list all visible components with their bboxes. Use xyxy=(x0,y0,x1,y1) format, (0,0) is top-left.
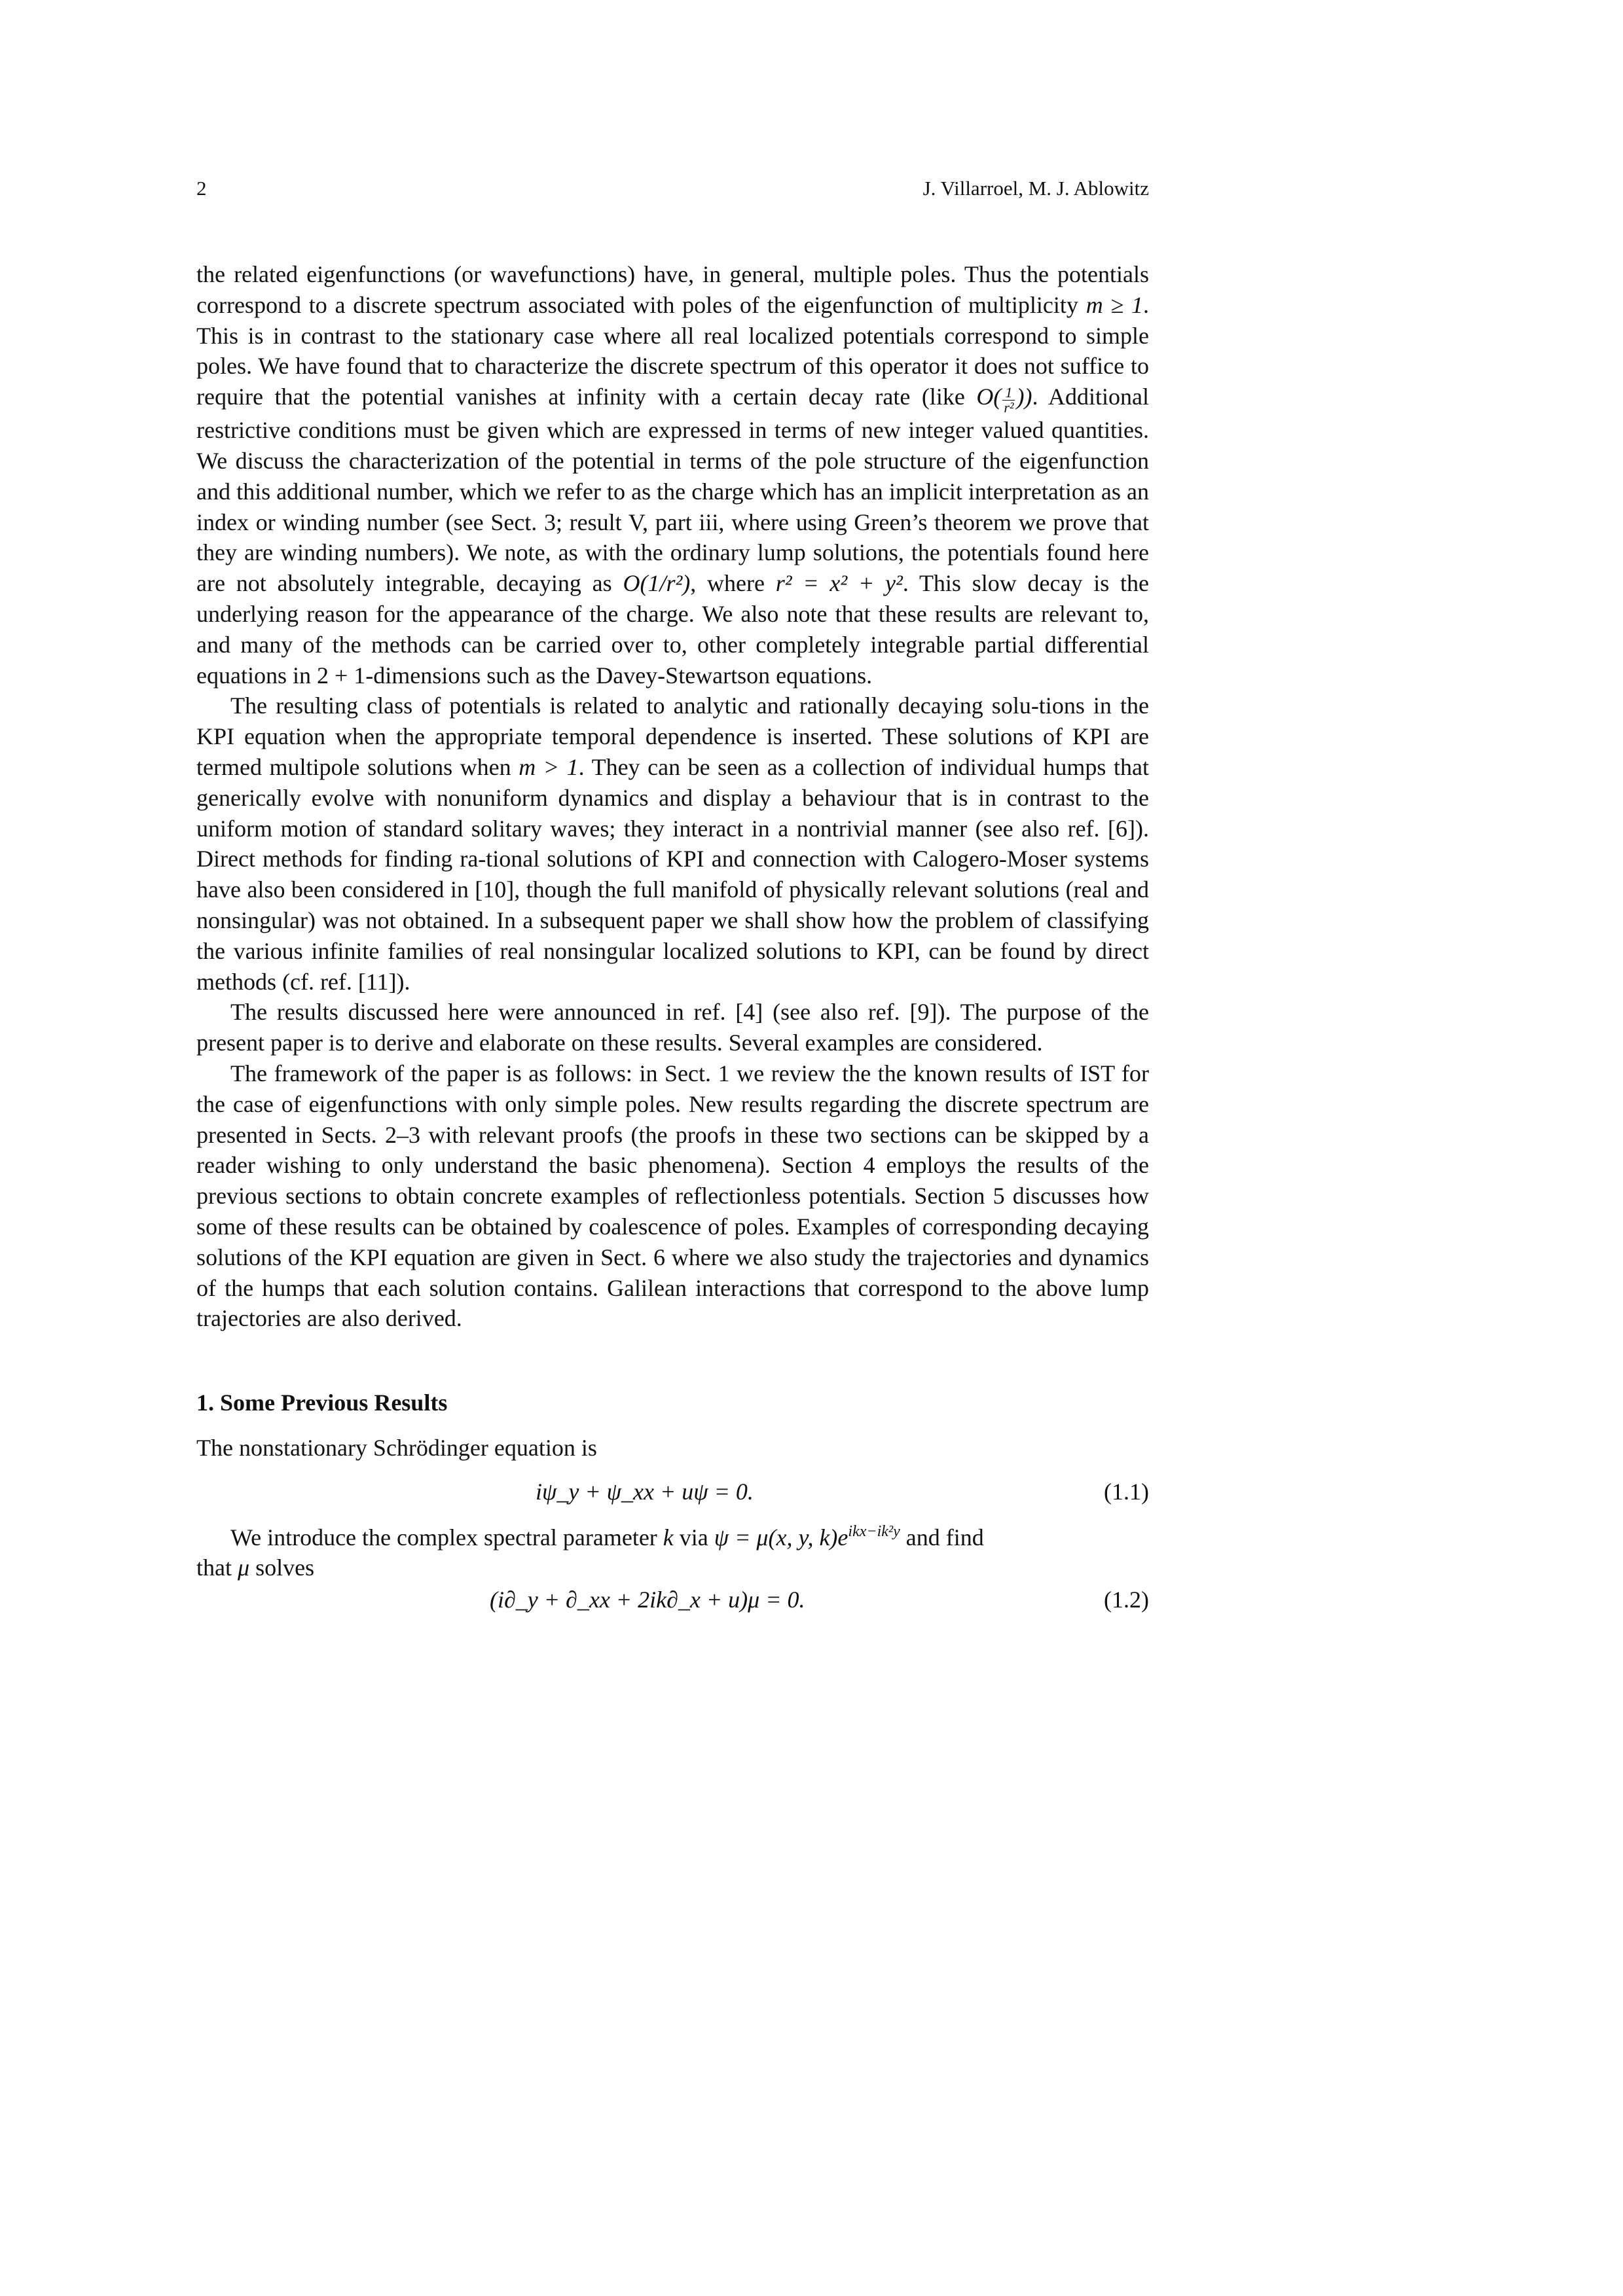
paragraph-3: The results discussed here were announced in ref. [4] (see also ref. [9]). The purpose of the present paper is to derive and elaborate on these results. Several examples are considered. xyxy=(196,999,1149,1056)
section-heading: 1. Some Previous Results xyxy=(196,1390,448,1416)
intro2-text-e: solves xyxy=(249,1554,315,1581)
math-mu: μ xyxy=(237,1554,250,1581)
fraction-one-over-r2 xyxy=(1002,386,1015,415)
p1-text-a: the related eigenfunctions (or wavefunctions) have, in general, multiple poles. Thus the potentials correspond to a discrete spectrum associated with poles of the eigenfunction of multiplicity xyxy=(196,261,1149,318)
equation-1-2 xyxy=(196,1583,1149,1616)
equation-1-2-expression: (i∂_y + ∂_xx + 2ik∂_x + u)μ = 0. xyxy=(490,1587,805,1613)
spectral-parameter-paragraph xyxy=(196,1522,1149,1584)
fraction-denominator: r² xyxy=(1004,399,1014,416)
math-decay-O: O( xyxy=(976,384,1002,410)
intro2-text-b: via xyxy=(673,1524,714,1551)
p1-text-e: . This slow decay is the underlying reason for the appearance of the charge. We also note that these results are relevant to, and many of the methods can be carried over to, other completely integrable partial differential equations in 2 + 1-dimensions such as the Davey-Stewartson equations. xyxy=(196,570,1149,689)
spectral-line-1 xyxy=(196,1522,1149,1553)
intro2-text-c: and find xyxy=(900,1524,984,1551)
running-head-authors: J. Villarroel, M. J. Ablowitz xyxy=(922,177,1149,200)
math-psi-definition: ψ = μ(x, y, k)e xyxy=(714,1524,848,1551)
equation-1-1 xyxy=(196,1475,1149,1508)
p2-text-a: The resulting class of potentials is related to analytic and rationally decaying solu-tions in the KPI equation when the appropriate temporal dependence is inserted. These solutions of KPI are termed multipole solutions when xyxy=(196,692,1149,780)
math-decay-1-over-r2: O(1/r²) xyxy=(623,570,691,597)
math-decay-close: )) xyxy=(1016,384,1032,410)
page xyxy=(196,175,1149,1616)
equation-1-1-label: (1.1) xyxy=(1104,1478,1149,1505)
math-r-definition: r² = x² + y² xyxy=(775,570,903,597)
section-intro: The nonstationary Schrödinger equation is xyxy=(196,1434,597,1461)
body-text xyxy=(196,259,1149,1334)
fraction-numerator: 1 xyxy=(1002,386,1015,401)
p1-text-b: . This is in contrast to the stationary case where all real localized potentials correspond to simple poles. We have found that to characterize the discrete spectrum of this operator it does not suffice to require that the potential vanishes at infinity with a certain decay rate (like xyxy=(196,291,1149,410)
equation-1-1-expression: iψ_y + ψ_xx + uψ = 0. xyxy=(536,1478,754,1505)
intro2-text-d: that xyxy=(196,1554,238,1581)
equation-1-2-label: (1.2) xyxy=(1104,1587,1149,1613)
p1-text-d: , where xyxy=(690,570,776,597)
math-k: k xyxy=(663,1524,674,1551)
p1-text-c: . Additional restrictive conditions must be given which are expressed in terms of new integer valued quantities. We discuss the characterization of the potential in terms of the pole structure of the eigenfunction and this additional number, which we refer to as the charge which has an implicit interpretation as an index or winding number (see Sect. 3; result V, part iii, where using Green’s theorem we prove that they are winding numbers). We note, as with the ordinary lump solutions, the potentials found here are not absolutely integrable, decaying as xyxy=(196,384,1149,597)
page-number: 2 xyxy=(196,177,207,200)
paragraph-1 xyxy=(196,259,1149,691)
running-header xyxy=(196,175,1149,202)
math-m-ge-1: m ≥ 1 xyxy=(1085,291,1143,318)
math-m-gt-1: m > 1 xyxy=(519,753,579,780)
p2-text-b: . They can be seen as a collection of individual humps that generically evolve with nonuniform dynamics and display a behaviour that is in contrast to the uniform motion of standard solitary waves; they interact in a nontrivial manner (see also ref. [6]). Direct methods for finding ra-tional solutions of KPI and connection with Calogero-Moser systems have also been considered in [10], though the full manifold of physically relevant solutions (real and nonsingular) was not obtained. In a subsequent paper we shall show how the problem of classifying the various infinite families of real nonsingular localized solutions to KPI, can be found by direct methods (cf. ref. [11]). xyxy=(196,753,1149,995)
paragraph-4: The framework of the paper is as follows: in Sect. 1 we review the the known results of IST for the case of eigenfunctions with only simple poles. New results regarding the discrete spectrum are presented in Sects. 2–3 with relevant proofs (the proofs in these two sections can be skipped by a reader wishing to only understand the basic phenomena). Section 4 employs the results of the previous sections to obtain concrete examples of reflectionless potentials. Section 5 discusses how some of these results can be obtained by coalescence of poles. Examples of corresponding decaying solutions of the KPI equation are given in Sect. 6 where we also study the trajectories and dynamics of the humps that each solution contains. Galilean interactions that correspond to the above lump trajectories are also derived. xyxy=(196,1060,1149,1332)
math-exponent: ikx−ik²y xyxy=(848,1522,900,1540)
intro2-text-a: We introduce the complex spectral parameter xyxy=(230,1524,663,1551)
paragraph-2 xyxy=(196,691,1149,997)
spectral-line-2 xyxy=(196,1552,1149,1583)
